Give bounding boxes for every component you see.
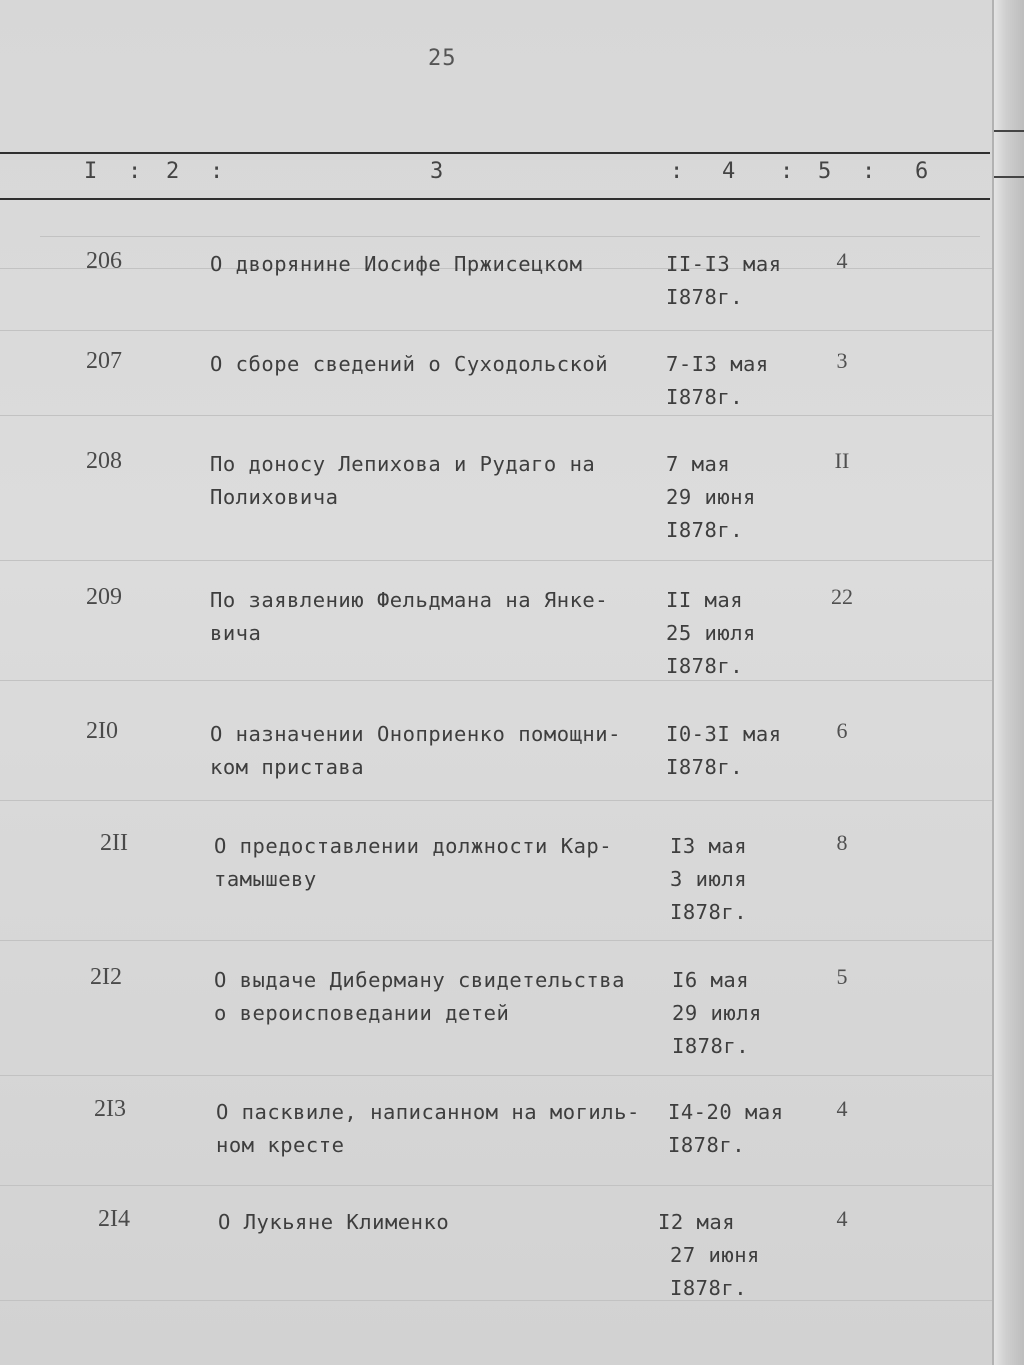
entry-sheets: 4 bbox=[836, 1096, 848, 1121]
entry-dates bbox=[658, 1206, 808, 1305]
entry-sheets: 8 bbox=[836, 830, 848, 855]
column-header-row bbox=[0, 155, 990, 195]
entry-dates bbox=[668, 1096, 818, 1162]
entry-title-line: О Лукьяне Клименко bbox=[218, 1210, 450, 1234]
entry-dates bbox=[670, 830, 820, 929]
edge-tick-mark bbox=[994, 176, 1024, 178]
entry-number: 207 bbox=[86, 348, 122, 374]
entry-dates bbox=[666, 348, 816, 414]
entry-dates bbox=[666, 448, 816, 547]
column-separator: : bbox=[862, 159, 876, 184]
column-header-5: 5 bbox=[818, 159, 832, 184]
column-header-6: 6 bbox=[915, 159, 929, 184]
entry-title-line: ком пристава bbox=[210, 755, 365, 779]
entry-title-line: О выдаче Диберману свидетельства bbox=[214, 968, 625, 992]
entry-date-line: 27 июня bbox=[670, 1243, 760, 1267]
entry-date-line: I4-20 мая bbox=[668, 1100, 784, 1124]
entry-date-line: I878г. bbox=[672, 1034, 750, 1058]
entry-sheets: 4 bbox=[836, 248, 848, 273]
column-separator: : bbox=[210, 159, 224, 184]
entry-date-line: II-I3 мая bbox=[666, 252, 782, 276]
entry-number: 2II bbox=[100, 830, 128, 856]
entry-date-line: I878г. bbox=[666, 755, 744, 779]
entry-title bbox=[214, 964, 664, 1030]
entry-number: 206 bbox=[86, 248, 122, 274]
entry-sheets: 4 bbox=[836, 1206, 848, 1231]
bleed-through-line bbox=[40, 236, 980, 237]
entry-date-line: 29 июля bbox=[672, 1001, 762, 1025]
entry-date-line: 29 июня bbox=[666, 485, 756, 509]
column-separator: : bbox=[780, 159, 794, 184]
entry-date-line: I2 мая bbox=[658, 1210, 736, 1234]
entry-title bbox=[210, 718, 660, 784]
entry-date-line: 25 июля bbox=[666, 621, 756, 645]
entry-date-line: 7-I3 мая bbox=[666, 352, 769, 376]
entry-date-line: I0-3I мая bbox=[666, 722, 782, 746]
edge-tick-mark bbox=[994, 130, 1024, 132]
entry-title bbox=[216, 1096, 666, 1162]
entry-sheets: 6 bbox=[836, 718, 848, 743]
entry-sheets: 22 bbox=[831, 584, 853, 609]
column-separator: : bbox=[128, 159, 142, 184]
entry-title-line: О сборе сведений о Суходольской bbox=[210, 352, 609, 376]
column-header-1: I bbox=[84, 159, 98, 184]
entry-date-line: I878г. bbox=[670, 900, 748, 924]
bleed-through-line bbox=[0, 1075, 1000, 1076]
entry-title bbox=[218, 1206, 668, 1239]
bleed-through-line bbox=[0, 415, 1000, 416]
entry-title bbox=[210, 248, 660, 281]
entry-dates bbox=[666, 718, 816, 784]
entry-title bbox=[210, 348, 660, 381]
entry-sheets: II bbox=[834, 448, 850, 473]
entry-date-line: II мая bbox=[666, 588, 744, 612]
entry-title bbox=[210, 584, 660, 650]
entry-title-line: По заявлению Фельдмана на Янке- bbox=[210, 588, 609, 612]
next-page-edge bbox=[992, 0, 1024, 1365]
entry-title-line: тамышеву bbox=[214, 867, 317, 891]
column-header-4: 4 bbox=[722, 159, 736, 184]
entry-dates bbox=[666, 248, 816, 314]
entry-dates bbox=[666, 584, 816, 683]
column-separator: : bbox=[670, 159, 684, 184]
bleed-through-line bbox=[0, 560, 1000, 561]
entry-number: 2I3 bbox=[94, 1096, 126, 1122]
entry-number: 209 bbox=[86, 584, 122, 610]
bleed-through-line bbox=[0, 800, 1000, 801]
entry-date-line: I878г. bbox=[670, 1276, 748, 1300]
entry-date-line: I878г. bbox=[666, 385, 744, 409]
header-top-rule bbox=[0, 152, 990, 154]
entry-date-line: 7 мая bbox=[666, 452, 731, 476]
bleed-through-line bbox=[0, 330, 1000, 331]
entry-date-line: I878г. bbox=[666, 518, 744, 542]
entry-number: 208 bbox=[86, 448, 122, 474]
bleed-through-line bbox=[0, 680, 1000, 681]
entry-title bbox=[210, 448, 660, 514]
column-header-2: 2 bbox=[166, 159, 180, 184]
bleed-through-line bbox=[0, 1300, 1000, 1301]
entry-date-line: I6 мая bbox=[672, 968, 750, 992]
entry-title-line: По доносу Лепихова и Рудаго на bbox=[210, 452, 596, 476]
entry-title-line: о вероисповедании детей bbox=[214, 1001, 510, 1025]
entry-date-line: I3 мая bbox=[670, 834, 748, 858]
entry-date-line: I878г. bbox=[666, 285, 744, 309]
entry-title-line: вича bbox=[210, 621, 262, 645]
entry-title-line: ном кресте bbox=[216, 1133, 345, 1157]
entry-title bbox=[214, 830, 664, 896]
entry-date-line: I878г. bbox=[668, 1133, 746, 1157]
entry-title-line: О предоставлении должности Кар- bbox=[214, 834, 613, 858]
entry-date-line: I878г. bbox=[666, 654, 744, 678]
entry-date-line: 3 июля bbox=[670, 867, 748, 891]
page-number: 25 bbox=[428, 46, 457, 71]
entry-sheets: 3 bbox=[836, 348, 848, 373]
entry-sheets: 5 bbox=[836, 964, 848, 989]
header-bottom-rule bbox=[0, 198, 990, 200]
entry-title-line: О назначении Оноприенко помощни- bbox=[210, 722, 621, 746]
entry-number: 2I4 bbox=[98, 1206, 130, 1232]
entry-title-line: Полиховича bbox=[210, 485, 339, 509]
column-header-3: 3 bbox=[430, 159, 444, 184]
entry-title-line: О дворянине Иосифе Пржисецком bbox=[210, 252, 583, 276]
entry-number: 2I0 bbox=[86, 718, 118, 744]
entry-dates bbox=[672, 964, 822, 1063]
entry-title-line: О пасквиле, написанном на могиль- bbox=[216, 1100, 640, 1124]
bleed-through-line bbox=[0, 940, 1000, 941]
entry-number: 2I2 bbox=[90, 964, 122, 990]
bleed-through-line bbox=[0, 1185, 1000, 1186]
